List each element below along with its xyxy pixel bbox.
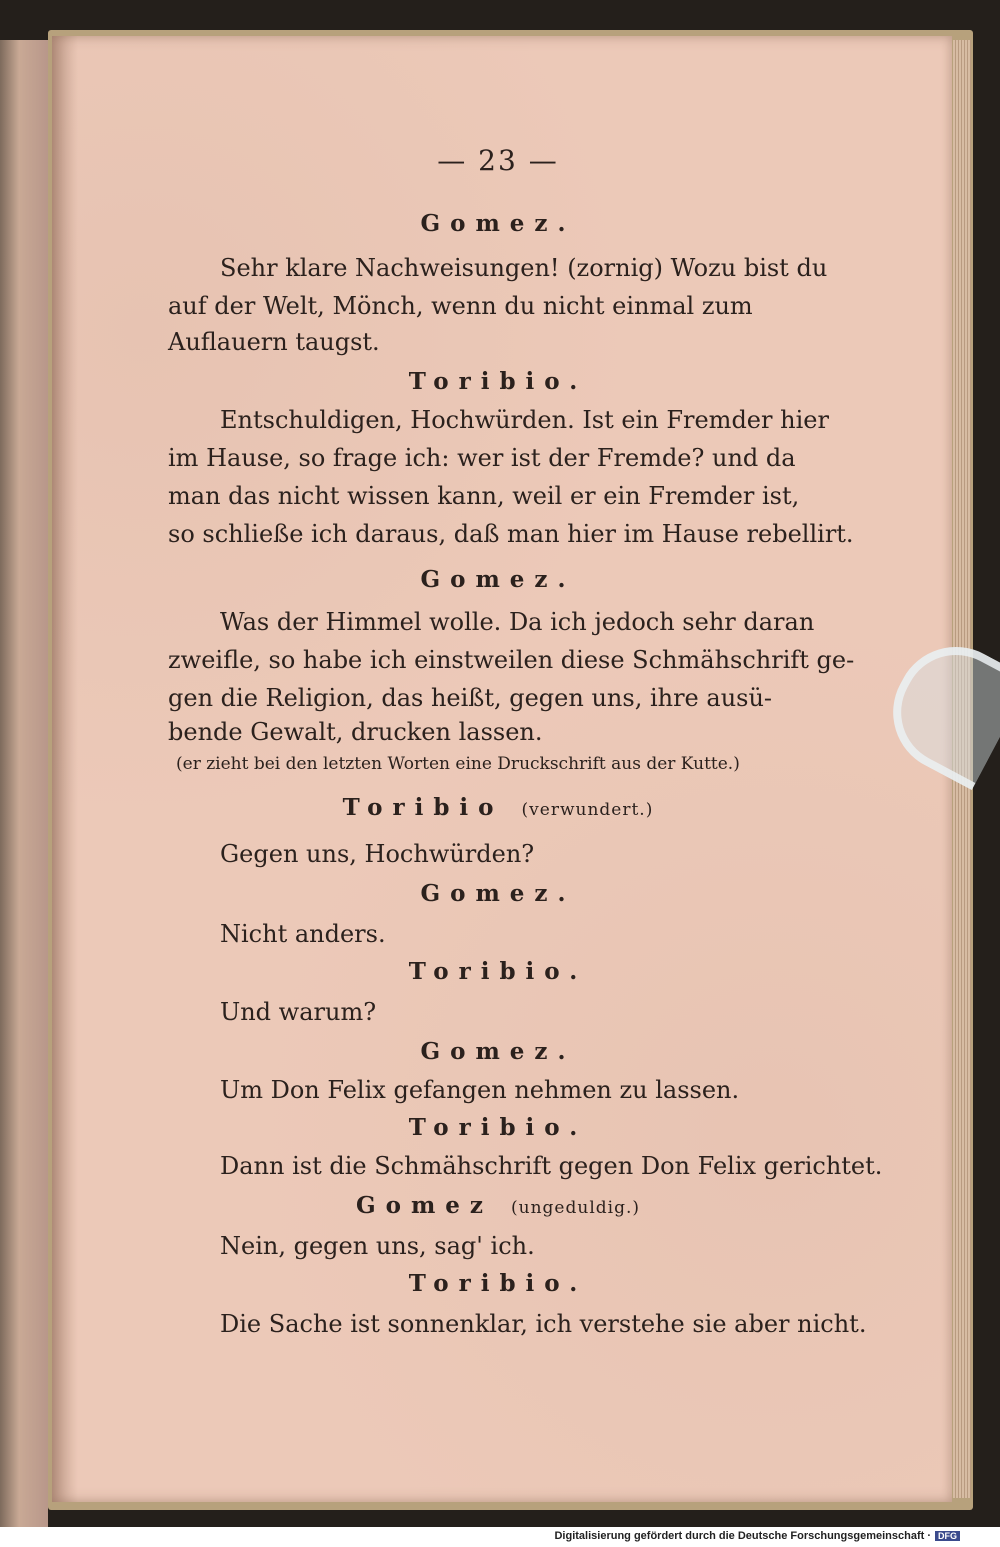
speaker-heading bbox=[168, 958, 828, 985]
text-line: Um Don Felix gefangen nehmen zu lassen. bbox=[220, 1076, 740, 1104]
text-line: Auflauern taugst. bbox=[168, 328, 380, 356]
text-line: im Hause, so frage ich: wer ist der Fremde? und da bbox=[168, 444, 796, 472]
text-line: Sehr klare Nachweisungen! (zornig) Wozu bist du bbox=[220, 254, 828, 282]
speaker-name: Gomez. bbox=[420, 566, 576, 593]
speaker-name: Gomez bbox=[355, 1192, 493, 1219]
text-line: gen die Religion, das heißt, gegen uns, ihre ausü- bbox=[168, 684, 773, 712]
text-line: Die Sache ist sonnenklar, ich verstehe sie aber nicht. bbox=[220, 1310, 867, 1338]
dfg-logo: DFG bbox=[935, 1531, 960, 1541]
page-gutter bbox=[52, 36, 78, 1502]
speaker-heading bbox=[168, 880, 828, 907]
text-line: man das nicht wissen kann, weil er ein Fremder ist, bbox=[168, 482, 800, 510]
speaker-heading bbox=[168, 210, 828, 237]
speaker-name: Gomez. bbox=[420, 210, 576, 237]
speaker-heading bbox=[168, 566, 828, 593]
page-number: — 23 — bbox=[437, 144, 559, 177]
text-line: bende Gewalt, drucken lassen. bbox=[168, 718, 543, 746]
text-line: Entschuldigen, Hochwürden. Ist ein Fremder hier bbox=[220, 406, 829, 434]
text-line: Und warum? bbox=[220, 998, 377, 1026]
text-line: Gegen uns, Hochwürden? bbox=[220, 840, 535, 868]
speaker-name: Toribio bbox=[342, 794, 504, 821]
text-line: auf der Welt, Mönch, wenn du nicht einmal zum bbox=[168, 292, 753, 320]
speaker-heading bbox=[168, 368, 828, 395]
left-page-edge bbox=[0, 40, 48, 1527]
speaker-direction: (verwundert.) bbox=[521, 800, 654, 820]
speaker-direction: (ungeduldig.) bbox=[511, 1198, 640, 1218]
speaker-heading bbox=[168, 1270, 828, 1297]
speaker-heading bbox=[168, 1192, 828, 1219]
text-line: Was der Himmel wolle. Da ich jedoch sehr daran bbox=[220, 608, 815, 636]
speaker-name: Toribio. bbox=[408, 368, 588, 395]
speaker-heading bbox=[168, 1038, 828, 1065]
speaker-name: Toribio. bbox=[408, 1114, 588, 1141]
credit-text: Digitalisierung gefördert durch die Deutsche Forschungsgemeinschaft · bbox=[554, 1530, 931, 1542]
speaker-heading bbox=[168, 1114, 828, 1141]
speaker-name: Toribio. bbox=[408, 1270, 588, 1297]
speaker-heading bbox=[168, 794, 828, 821]
text-line: Dann ist die Schmähschrift gegen Don Felix gerichtet. bbox=[220, 1152, 883, 1180]
text-line: Nein, gegen uns, sag' ich. bbox=[220, 1232, 535, 1260]
stage-direction: (er zieht bei den letzten Worten eine Druckschrift aus der Kutte.) bbox=[176, 754, 740, 774]
speaker-name: Gomez. bbox=[420, 880, 576, 907]
digitization-credit bbox=[554, 1530, 960, 1542]
text-line: Nicht anders. bbox=[220, 920, 386, 948]
speaker-name: Gomez. bbox=[420, 1038, 576, 1065]
speaker-name: Toribio. bbox=[408, 958, 588, 985]
text-line: so schließe ich daraus, daß man hier im Hause rebellirt. bbox=[168, 520, 854, 548]
text-line: zweifle, so habe ich einstweilen diese Schmähschrift ge- bbox=[168, 646, 855, 674]
